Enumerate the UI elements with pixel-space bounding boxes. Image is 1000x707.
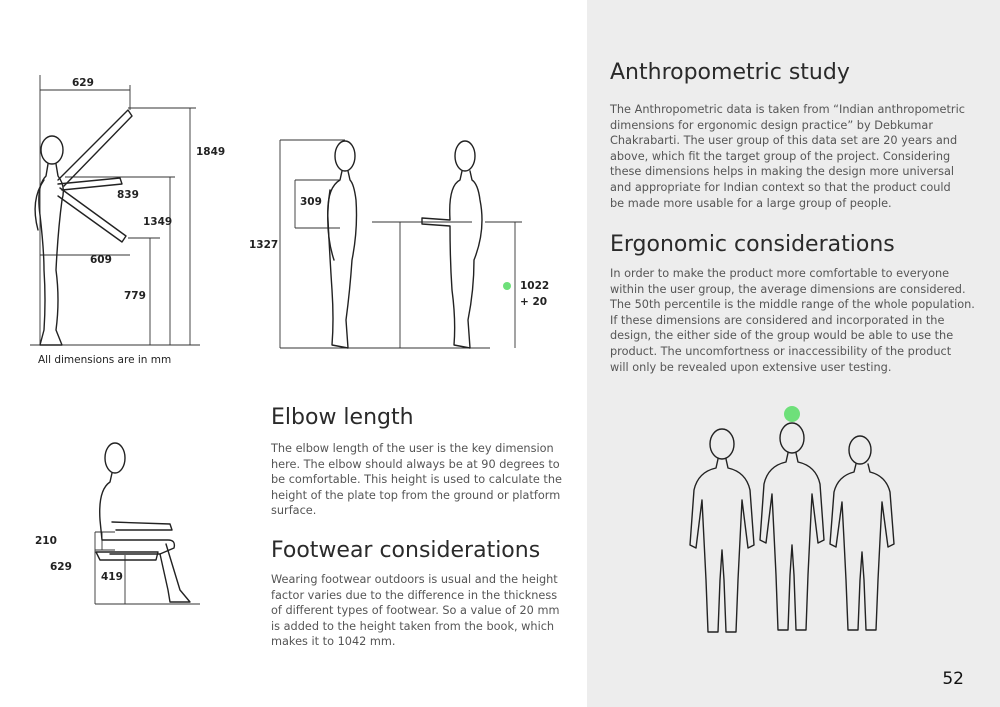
ergonomic-paragraph: In order to make the product more comfortable to everyone within the user group, the average dimensions are considered. The 50th percentile is the middle range of the whole population. If these dimensions are considered and incorporated in the design, the either side of the group would be able to use the product. The uncomfortness or inaccessibility of the product will only be revealed upon extensive user testing.	[610, 267, 975, 374]
footwear-heading: Footwear considerations	[271, 538, 541, 563]
seated-diagram	[40, 430, 220, 610]
units-note: All dimensions are in mm	[38, 354, 172, 366]
dim-counter-height: 1022	[520, 280, 550, 292]
dim-forward-reach: 839	[117, 189, 139, 201]
elbow-heading: Elbow length	[271, 405, 414, 430]
anthropometric-paragraph: The Anthropometric data is taken from “Indian anthropometric dimensions for ergonomic design practice” by Debkumar Chakrabarti. The user group of this data set are 20 years and above, which fit the target group of the project. Considering these dimensions helps in making the design more universal and appropriate for Indian context so that the product could be made more usable for a large group of people.	[610, 103, 965, 210]
dim-overhead-height: 1849	[196, 146, 226, 158]
dim-standing-height: 1327	[249, 239, 279, 251]
dim-hand-low-height: 779	[124, 290, 146, 302]
reach-diagram	[0, 0, 240, 360]
dim-elbow-rest: 629	[50, 561, 72, 573]
dim-shoulder-height: 1349	[143, 216, 173, 228]
dim-seat-height: 419	[101, 571, 123, 583]
accent-dot-standing	[503, 282, 511, 290]
anthropometric-heading: Anthropometric study	[610, 60, 850, 85]
dim-elbow-to-shoulder: 309	[300, 196, 322, 208]
dim-lower-width: 609	[90, 254, 112, 266]
page-number: 52	[942, 669, 964, 689]
ergonomic-heading: Ergonomic considerations	[610, 232, 895, 257]
elbow-paragraph: The elbow length of the user is the key dimension here. The elbow should always be at 90 degrees to be comfortable. This height is used to calculate the height of the plate top from the ground or platform surface.	[271, 442, 562, 518]
population-figures	[680, 420, 910, 650]
dim-top-width: 629	[72, 77, 94, 89]
footwear-paragraph: Wearing footwear outdoors is usual and the height factor varies due to the difference in the thickness of different types of footwear. So a value of 20 mm is added to the height taken from the book, which makes it to 1042 mm.	[271, 573, 560, 649]
dim-footwear-add: + 20	[520, 296, 548, 308]
standing-diagram	[260, 120, 550, 360]
dim-thigh-clearance: 210	[35, 535, 57, 547]
